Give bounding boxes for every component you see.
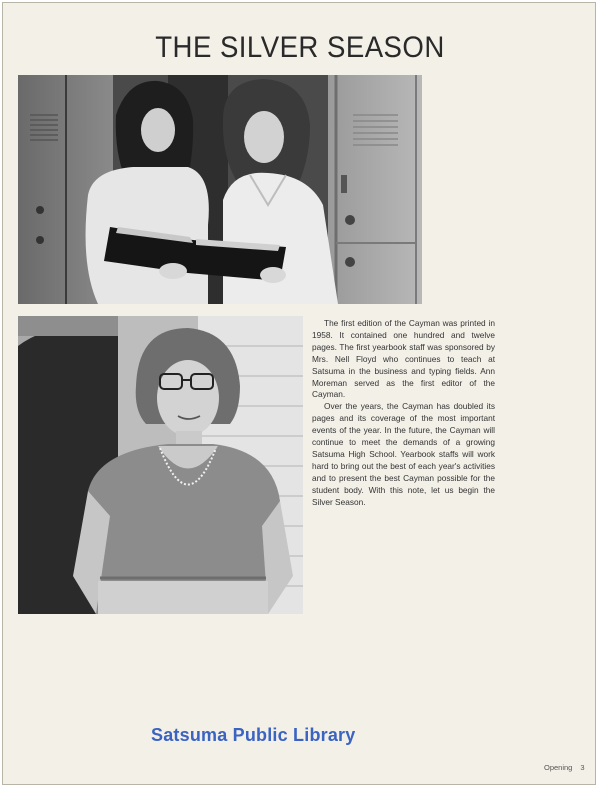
article-text — [312, 318, 495, 509]
library-stamp: Satsuma Public Library — [151, 725, 356, 745]
page-title: THE SILVER SEASON — [155, 31, 445, 64]
photo-sponsor-portrait — [18, 316, 303, 614]
paragraph-history: The first edition of the Cayman was printed in 1958. It contained one hundred and twelve pages. The first yearbook staff was sponsored by Mrs. Nell Floyd who continues to teach at Satsuma in the business and typing fields. Ann Moreman served as the first editor of the Cayman. — [312, 318, 495, 400]
page-number: 3 — [580, 763, 585, 772]
yearbook-page — [2, 2, 596, 785]
paragraph-future: Over the years, the Cayman has doubled its pages and its coverage of the most important events of the year. In the future, the Cayman will continue to meet the demands of a growing Satsuma High School. Yearbook staffs will work hard to bring out the best of each year's activities and to present the best Cayman possible for the student body. With this note, let us begin the Silver Season. — [312, 401, 495, 507]
page-footer — [544, 763, 585, 772]
photo-students-with-yearbook — [18, 75, 422, 304]
section-label: Opening — [544, 763, 573, 772]
